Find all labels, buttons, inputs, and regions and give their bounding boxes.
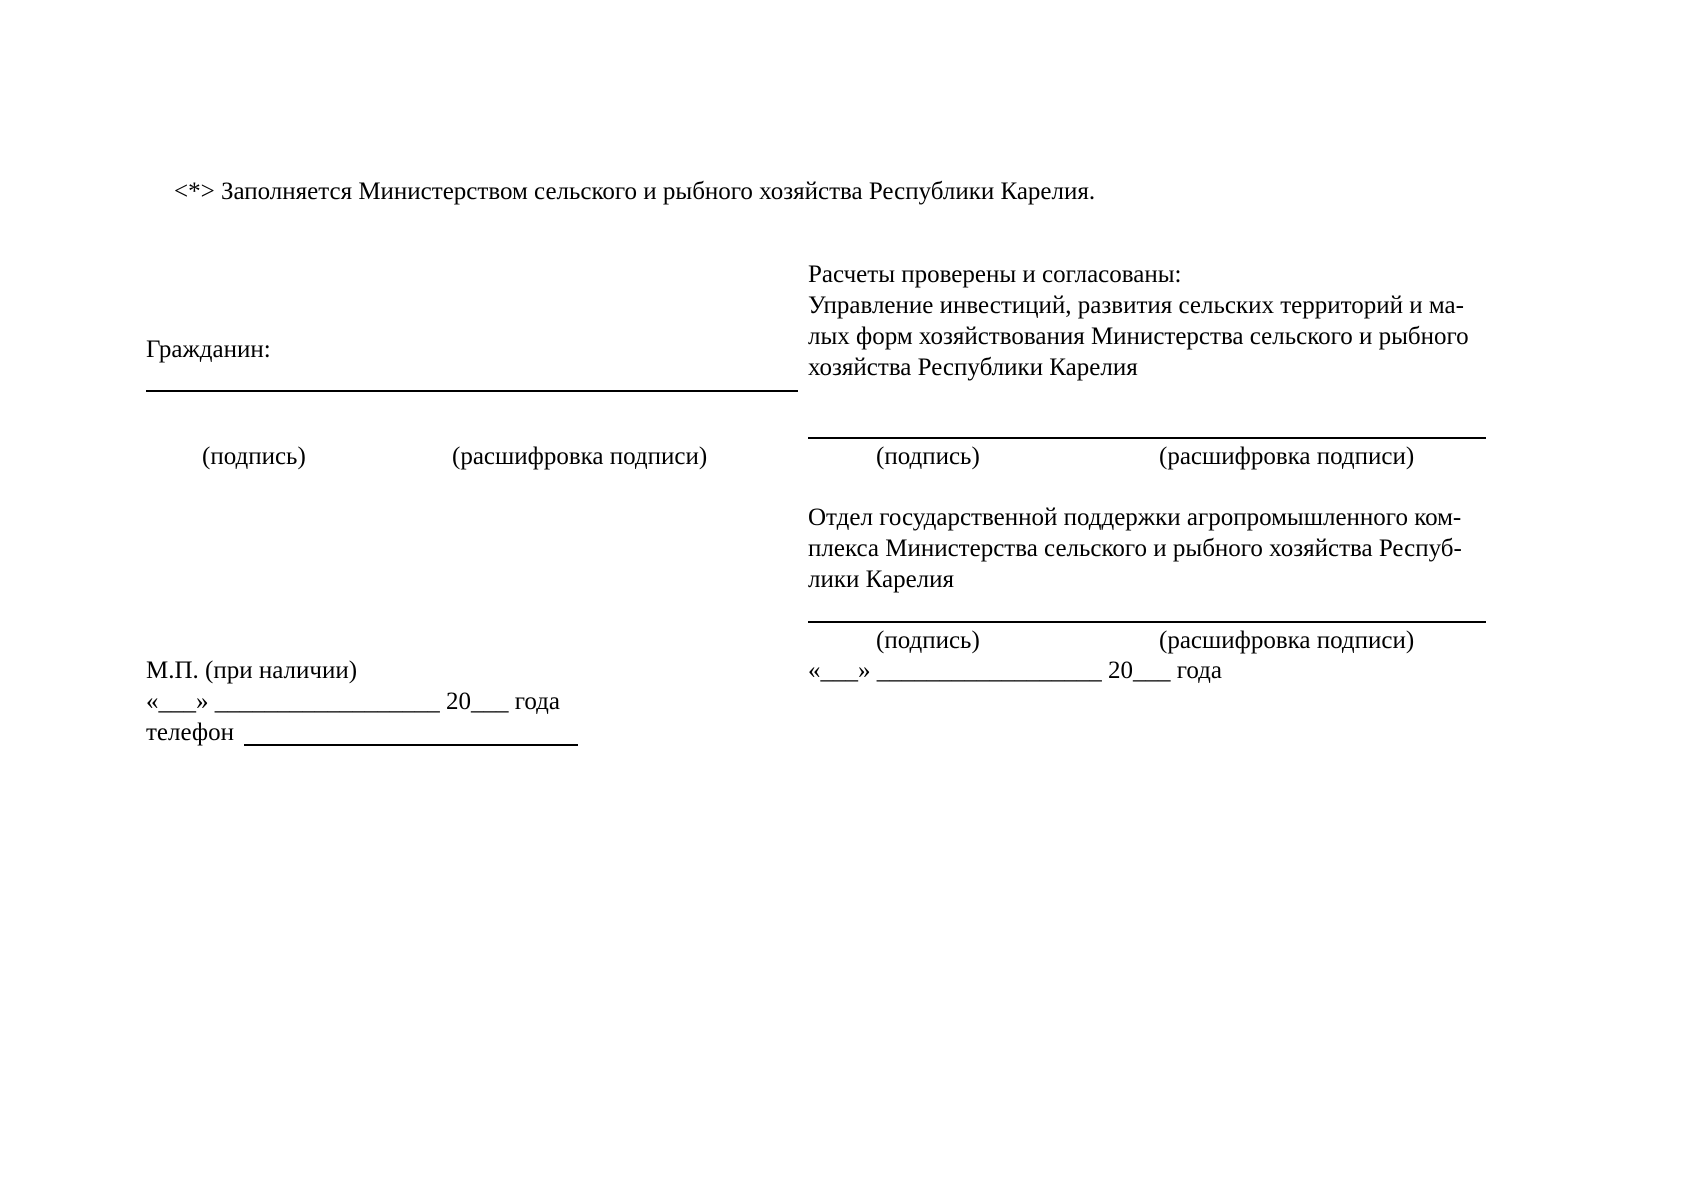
stamp-label: М.П. (при наличии) [146,657,358,684]
department-2-line: Отдел государственной поддержки агропромышленного ком- [808,504,1462,531]
right-date-line: «___» __________________ 20___ года [808,657,1222,684]
citizen-label: Гражданин: [146,336,271,363]
department-2-line: лики Карелия [808,566,955,593]
department-1-line: Управление инвестиций, развития сельских территорий и ма- [808,292,1464,319]
department-1-decoding-caption: (расшифровка подписи) [1159,443,1415,470]
department-2-signature-caption: (подпись) [876,627,980,654]
footnote: <*> Заполняется Министерством сельского и рыбного хозяйства Республики Карелия. [174,178,1096,205]
phone-line[interactable] [244,744,578,746]
department-1-signature-line[interactable] [808,437,1486,439]
approved-heading: Расчеты проверены и согласованы: [808,261,1182,288]
department-1-line: лых форм хозяйствования Министерства сельского и рыбного [808,323,1469,350]
department-1-line: хозяйства Республики Карелия [808,354,1138,381]
phone-label: телефон [146,719,234,746]
department-2-name [808,502,1462,595]
department-2-line: плекса Министерства сельского и рыбного хозяйства Респуб- [808,535,1462,562]
department-2-signature-line[interactable] [808,621,1486,623]
citizen-signature-line[interactable] [146,390,798,392]
department-2-decoding-caption: (расшифровка подписи) [1159,627,1415,654]
department-1-signature-caption: (подпись) [876,443,980,470]
left-date-line: «___» __________________ 20___ года [146,688,560,715]
department-1-name [808,290,1469,383]
citizen-signature-caption: (подпись) [202,443,306,470]
citizen-decoding-caption: (расшифровка подписи) [452,443,708,470]
